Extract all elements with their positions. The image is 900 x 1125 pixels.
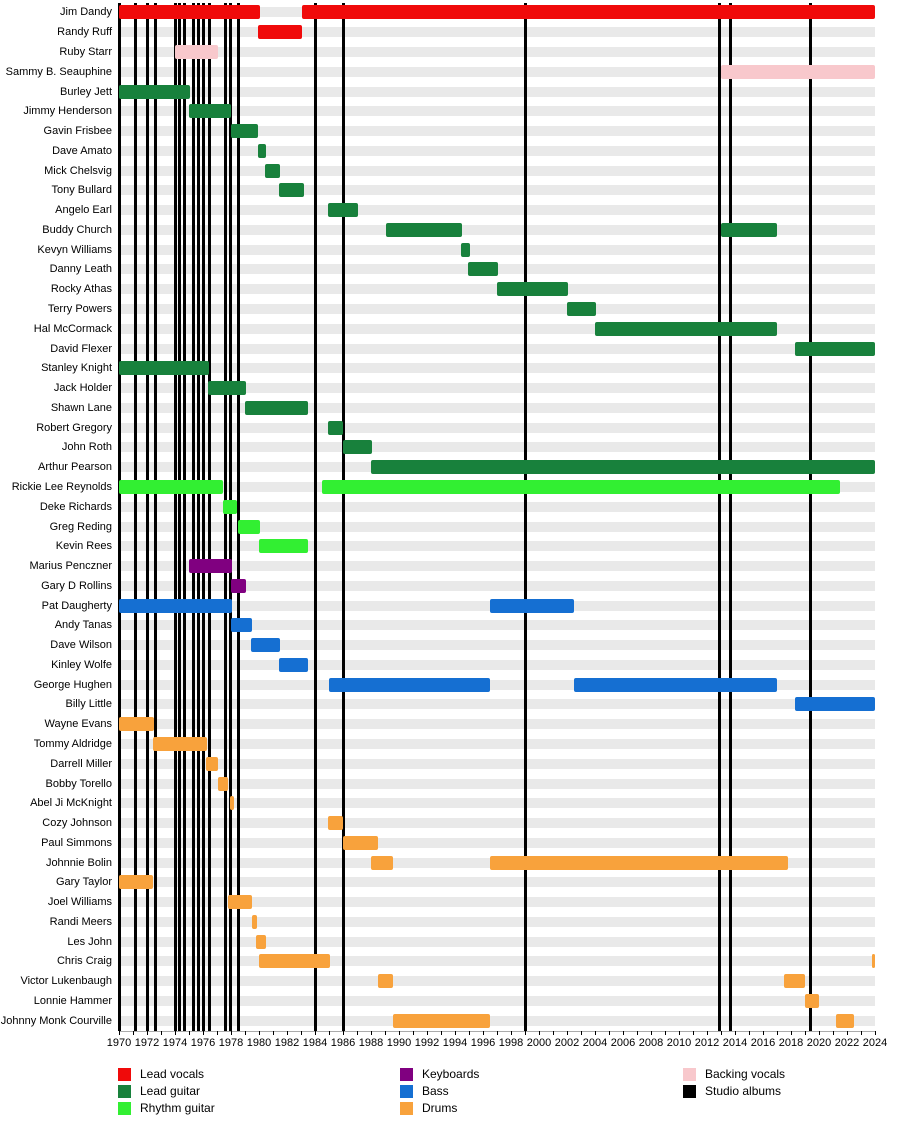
timeline-bar-bass	[251, 638, 280, 652]
timeline-bar-drums	[872, 954, 875, 968]
member-label: Joel Williams	[47, 896, 112, 909]
row-stripe	[119, 660, 875, 670]
member-label: Pat Daugherty	[41, 599, 112, 612]
timeline-bar-lead_guitar	[343, 440, 372, 454]
row-stripe	[119, 779, 875, 789]
x-axis-tick	[259, 1031, 260, 1035]
member-label: Jimmy Henderson	[23, 105, 112, 118]
x-axis-tick-label: 2018	[778, 1036, 804, 1049]
timeline-bar-drums	[784, 974, 805, 988]
studio-album-line	[192, 3, 195, 1031]
member-label: Sammy B. Seauphine	[5, 65, 112, 78]
row-stripe	[119, 937, 875, 947]
x-axis-tick	[217, 1031, 218, 1035]
timeline-bar-bass	[119, 599, 232, 613]
x-axis-tick	[231, 1031, 232, 1035]
studio-album-line	[202, 3, 205, 1031]
timeline-bar-lead_guitar	[595, 322, 777, 336]
row-stripe	[119, 1016, 875, 1026]
timeline-bar-lead_guitar	[208, 381, 247, 395]
x-axis-tick-label: 1980	[246, 1036, 272, 1049]
row-stripe	[119, 759, 875, 769]
member-label: Burley Jett	[60, 85, 112, 98]
member-label: Danny Leath	[49, 263, 112, 276]
legend-swatch-bass	[400, 1085, 413, 1098]
timeline-bar-backing_vocals	[721, 65, 875, 79]
x-axis-tick	[763, 1031, 764, 1035]
timeline-bar-drums	[228, 895, 252, 909]
member-label: Rickie Lee Reynolds	[11, 480, 112, 493]
studio-album-line	[197, 3, 200, 1031]
x-axis-tick	[483, 1031, 484, 1035]
row-stripe	[119, 442, 875, 452]
x-axis-tick	[875, 1031, 876, 1035]
x-axis-tick-label: 1972	[134, 1036, 160, 1049]
x-axis-tick	[721, 1031, 722, 1035]
member-label: Hal McCormack	[33, 322, 112, 335]
x-axis-tick-label: 1998	[498, 1036, 524, 1049]
x-axis-tick-label: 2006	[610, 1036, 636, 1049]
timeline-bar-drums	[206, 757, 219, 771]
x-axis-tick	[819, 1031, 820, 1035]
studio-album-line	[237, 3, 240, 1031]
member-label: Kevin Rees	[55, 540, 112, 553]
member-label: Rocky Athas	[50, 283, 112, 296]
timeline-bar-rhythm_guitar	[223, 500, 238, 514]
legend-swatch-lead_guitar	[118, 1085, 131, 1098]
member-label: Tony Bullard	[51, 184, 112, 197]
studio-album-line	[229, 3, 232, 1031]
member-label: Deke Richards	[39, 500, 112, 513]
timeline-bar-lead_guitar	[328, 203, 359, 217]
timeline-bar-lead_guitar	[497, 282, 568, 296]
member-label: Dave Wilson	[50, 639, 112, 652]
timeline-bar-lead_guitar	[279, 183, 304, 197]
member-label: Greg Reding	[49, 520, 112, 533]
legend-label-bass: Bass	[422, 1084, 449, 1098]
x-axis-tick	[469, 1031, 470, 1035]
studio-album-line	[178, 3, 181, 1031]
timeline-bar-lead_guitar	[371, 460, 875, 474]
timeline-bar-rhythm_guitar	[238, 520, 260, 534]
x-axis-tick	[175, 1031, 176, 1035]
member-label: Jack Holder	[53, 382, 112, 395]
member-label: Gavin Frisbee	[43, 125, 112, 138]
timeline-bar-lead_guitar	[189, 104, 231, 118]
member-label: Tommy Aldridge	[33, 737, 112, 750]
timeline-bar-rhythm_guitar	[259, 539, 308, 553]
timeline-bar-bass	[795, 697, 875, 711]
timeline-bar-drums	[230, 796, 234, 810]
x-axis-tick	[413, 1031, 414, 1035]
timeline-bar-drums	[259, 954, 330, 968]
x-axis-tick-label: 2002	[554, 1036, 580, 1049]
member-label: Stanley Knight	[41, 362, 112, 375]
timeline-bar-drums	[252, 915, 257, 929]
member-label: Billy Little	[65, 698, 112, 711]
row-stripe	[119, 719, 875, 729]
member-label: Buddy Church	[42, 223, 112, 236]
x-axis-tick	[385, 1031, 386, 1035]
x-axis-tick	[441, 1031, 442, 1035]
timeline-bar-rhythm_guitar	[119, 480, 223, 494]
x-axis-tick	[553, 1031, 554, 1035]
member-label: Bobby Torello	[45, 777, 112, 790]
studio-album-line	[224, 3, 227, 1031]
x-axis-tick-label: 2014	[722, 1036, 748, 1049]
timeline-bar-lead_guitar	[119, 85, 190, 99]
member-label: Andy Tanas	[54, 619, 112, 632]
legend-label-studio_albums: Studio albums	[705, 1084, 782, 1098]
x-axis-tick-label: 2000	[526, 1036, 552, 1049]
timeline-bar-lead_guitar	[231, 124, 258, 138]
row-stripe	[119, 561, 875, 571]
row-stripe	[119, 47, 875, 57]
x-axis-tick	[805, 1031, 806, 1035]
timeline-bar-lead_guitar	[461, 243, 471, 257]
row-stripe	[119, 917, 875, 927]
x-axis-tick	[273, 1031, 274, 1035]
x-axis-tick	[679, 1031, 680, 1035]
member-label: Darrell Miller	[50, 757, 112, 770]
member-label: Shawn Lane	[50, 401, 112, 414]
member-label: Marius Penczner	[29, 560, 112, 573]
x-axis-tick	[147, 1031, 148, 1035]
x-axis-tick	[203, 1031, 204, 1035]
timeline-bar-bass	[231, 618, 252, 632]
legend-swatch-studio_albums	[683, 1085, 696, 1098]
x-axis-tick-label: 1970	[106, 1036, 132, 1049]
timeline-bar-drums	[153, 737, 208, 751]
x-axis-tick	[791, 1031, 792, 1035]
timeline-bar-lead_guitar	[328, 421, 343, 435]
row-stripe	[119, 877, 875, 887]
timeline-bar-lead_vocals	[119, 5, 260, 19]
member-label: Jim Dandy	[60, 6, 112, 19]
x-axis-tick-label: 1990	[386, 1036, 412, 1049]
timeline-bar-bass	[279, 658, 308, 672]
x-axis-tick	[833, 1031, 834, 1035]
timeline-bar-lead_guitar	[567, 302, 596, 316]
x-axis-tick	[133, 1031, 134, 1035]
x-axis-tick	[329, 1031, 330, 1035]
legend-swatch-rhythm_guitar	[118, 1102, 131, 1115]
row-stripe	[119, 956, 875, 966]
timeline-bar-rhythm_guitar	[322, 480, 840, 494]
row-stripe	[119, 27, 875, 37]
timeline-bar-drums	[490, 856, 788, 870]
member-label: Terry Powers	[47, 303, 112, 316]
x-axis-tick	[301, 1031, 302, 1035]
member-label: Robert Gregory	[36, 421, 112, 434]
row-stripe	[119, 304, 875, 314]
timeline-bar-drums	[218, 777, 228, 791]
x-axis-tick-label: 2022	[834, 1036, 860, 1049]
studio-album-line	[524, 3, 527, 1031]
member-label: Gary Taylor	[55, 876, 112, 889]
row-stripe	[119, 522, 875, 532]
timeline-bar-lead_guitar	[721, 223, 777, 237]
x-axis-tick	[861, 1031, 862, 1035]
member-label: Randy Ruff	[57, 26, 112, 39]
studio-album-line	[183, 3, 186, 1031]
member-label: Kevyn Williams	[37, 243, 112, 256]
row-stripe	[119, 838, 875, 848]
row-stripe	[119, 363, 875, 373]
x-axis-tick	[735, 1031, 736, 1035]
studio-album-line	[809, 3, 812, 1031]
member-label: Chris Craig	[56, 955, 112, 968]
timeline-bar-bass	[329, 678, 490, 692]
legend-label-lead_guitar: Lead guitar	[140, 1084, 201, 1098]
member-label: Ruby Starr	[59, 46, 112, 59]
x-axis-tick	[455, 1031, 456, 1035]
x-axis-tick	[777, 1031, 778, 1035]
legend-label-drums: Drums	[422, 1101, 458, 1115]
row-stripe	[119, 423, 875, 433]
x-axis-tick	[693, 1031, 694, 1035]
x-axis-tick-label: 2024	[862, 1036, 888, 1049]
timeline-bar-drums	[256, 935, 266, 949]
x-axis-tick	[623, 1031, 624, 1035]
x-axis-tick	[707, 1031, 708, 1035]
timeline-bar-drums	[393, 1014, 490, 1028]
member-label: Wayne Evans	[44, 718, 112, 731]
timeline-bar-bass	[574, 678, 777, 692]
x-axis-tick	[609, 1031, 610, 1035]
member-label: George Hughen	[33, 678, 112, 691]
row-stripe	[119, 344, 875, 354]
member-label: Arthur Pearson	[38, 461, 112, 474]
timeline-bar-lead_guitar	[245, 401, 308, 415]
x-axis-tick-label: 2004	[582, 1036, 608, 1049]
member-label: Johnnie Bolin	[45, 856, 112, 869]
row-stripe	[119, 541, 875, 551]
x-axis-tick	[651, 1031, 652, 1035]
member-label: Cozy Johnson	[42, 817, 112, 830]
x-axis-tick	[749, 1031, 750, 1035]
row-stripe	[119, 640, 875, 650]
x-axis-tick-label: 1994	[442, 1036, 468, 1049]
timeline-bar-lead_vocals	[258, 25, 302, 39]
timeline-bar-drums	[836, 1014, 854, 1028]
member-label: Dave Amato	[52, 144, 112, 157]
x-axis-tick-label: 1978	[218, 1036, 244, 1049]
timeline-bar-backing_vocals	[175, 45, 218, 59]
studio-album-line	[314, 3, 317, 1031]
x-axis-tick	[567, 1031, 568, 1035]
x-axis-tick-label: 1974	[162, 1036, 188, 1049]
legend-label-lead_vocals: Lead vocals	[140, 1067, 205, 1081]
x-axis-tick	[119, 1031, 120, 1035]
studio-album-line	[729, 3, 732, 1031]
x-axis-tick-label: 1982	[274, 1036, 300, 1049]
studio-album-line	[342, 3, 345, 1031]
legend-label-keyboards: Keyboards	[422, 1067, 480, 1081]
x-axis-tick-label: 2016	[750, 1036, 776, 1049]
x-axis-tick	[637, 1031, 638, 1035]
member-label: Abel Ji McKnight	[30, 797, 112, 810]
row-stripe	[119, 245, 875, 255]
timeline-bar-drums	[328, 816, 343, 830]
timeline-bar-drums	[805, 994, 819, 1008]
x-axis-tick	[315, 1031, 316, 1035]
studio-album-line	[718, 3, 721, 1031]
row-stripe	[119, 739, 875, 749]
x-axis-tick-label: 1976	[190, 1036, 216, 1049]
member-label: Angelo Earl	[55, 204, 112, 217]
x-axis-tick	[847, 1031, 848, 1035]
row-stripe	[119, 146, 875, 156]
timeline-bar-drums	[371, 856, 393, 870]
timeline-bar-keyboards	[231, 579, 246, 593]
x-axis-tick	[245, 1031, 246, 1035]
x-axis-tick-label: 2020	[806, 1036, 832, 1049]
row-stripe	[119, 106, 875, 116]
row-stripe	[119, 403, 875, 413]
x-axis-tick	[581, 1031, 582, 1035]
member-label: Les John	[67, 935, 112, 948]
timeline-bar-drums	[119, 717, 154, 731]
x-axis-tick-label: 1996	[470, 1036, 496, 1049]
row-stripe	[119, 185, 875, 195]
x-axis-tick-label: 2008	[638, 1036, 664, 1049]
row-stripe	[119, 996, 875, 1006]
timeline-bar-lead_vocals	[302, 5, 875, 19]
x-axis-tick	[427, 1031, 428, 1035]
timeline-bar-lead_guitar	[795, 342, 875, 356]
legend-label-rhythm_guitar: Rhythm guitar	[140, 1101, 215, 1115]
member-label: Mick Chelsvig	[44, 164, 112, 177]
x-axis-tick	[511, 1031, 512, 1035]
timeline-bar-lead_guitar	[265, 164, 280, 178]
timeline-bar-drums	[378, 974, 393, 988]
member-label: Victor Lukenbaugh	[20, 975, 112, 988]
member-label: Johnny Monk Courville	[0, 1014, 112, 1027]
member-label: David Flexer	[50, 342, 112, 355]
timeline-bar-lead_guitar	[119, 361, 209, 375]
studio-album-line	[208, 3, 211, 1031]
x-axis-tick	[371, 1031, 372, 1035]
x-axis-tick-label: 2010	[666, 1036, 692, 1049]
timeline-bar-lead_guitar	[468, 262, 499, 276]
timeline-bar-bass	[490, 599, 574, 613]
x-axis-tick	[665, 1031, 666, 1035]
x-axis-tick	[539, 1031, 540, 1035]
x-axis-tick-label: 1986	[330, 1036, 356, 1049]
x-axis-tick	[525, 1031, 526, 1035]
x-axis-tick	[497, 1031, 498, 1035]
x-axis-tick-label: 1984	[302, 1036, 328, 1049]
legend-swatch-lead_vocals	[118, 1068, 131, 1081]
row-stripe	[119, 166, 875, 176]
legend-swatch-drums	[400, 1102, 413, 1115]
row-stripe	[119, 818, 875, 828]
x-axis-tick	[357, 1031, 358, 1035]
member-label: Kinley Wolfe	[51, 658, 112, 671]
x-axis-tick-label: 1992	[414, 1036, 440, 1049]
x-axis-tick	[343, 1031, 344, 1035]
timeline-bar-lead_guitar	[386, 223, 462, 237]
timeline-bar-keyboards	[189, 559, 232, 573]
legend-label-backing_vocals: Backing vocals	[705, 1067, 786, 1081]
member-label: Lonnie Hammer	[33, 994, 112, 1007]
row-stripe	[119, 699, 875, 709]
x-axis-tick	[399, 1031, 400, 1035]
x-axis-tick	[595, 1031, 596, 1035]
row-stripe	[119, 87, 875, 97]
x-axis-tick-label: 1988	[358, 1036, 384, 1049]
member-label: Gary D Rollins	[41, 579, 112, 592]
member-label: John Roth	[61, 441, 112, 454]
member-label: Paul Simmons	[41, 836, 112, 849]
x-axis-tick	[161, 1031, 162, 1035]
timeline-bar-drums	[119, 875, 153, 889]
timeline-bar-lead_guitar	[258, 144, 266, 158]
legend-swatch-keyboards	[400, 1068, 413, 1081]
x-axis-tick	[287, 1031, 288, 1035]
row-stripe	[119, 976, 875, 986]
legend-swatch-backing_vocals	[683, 1068, 696, 1081]
x-axis-tick	[189, 1031, 190, 1035]
member-label: Randi Meers	[49, 915, 112, 928]
studio-album-line	[174, 3, 177, 1031]
studio-album-line	[154, 3, 157, 1031]
x-axis-tick-label: 2012	[694, 1036, 720, 1049]
row-stripe	[119, 205, 875, 215]
timeline-bar-drums	[343, 836, 378, 850]
